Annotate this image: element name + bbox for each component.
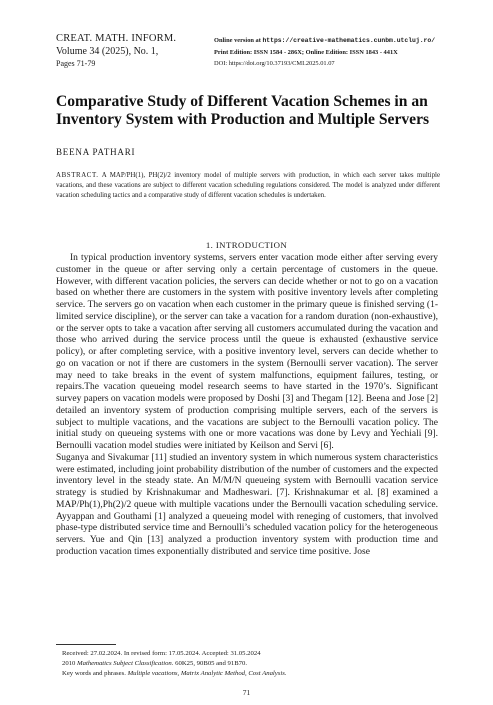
- abstract: [56, 171, 440, 202]
- body-text: [56, 253, 438, 559]
- msc-label: Mathematics Subject Classification.: [77, 660, 174, 667]
- received-dates: Received: 27.02.2024. In revised form: 17.05.2024. Accepted: 31.05.2024: [62, 650, 261, 657]
- footnotes: [62, 649, 442, 679]
- author-name: BEENA PATHARI: [56, 147, 136, 157]
- issn-line: Print Edition: ISSN 1584 - 286X; Online Edition: ISSN 1843 - 441X: [214, 48, 398, 56]
- journal-header-left: [56, 32, 206, 69]
- abstract-label: ABSTRACT.: [56, 172, 99, 179]
- online-url-link[interactable]: https://creative-mathematics.cunbm.utcluj.ro/: [262, 37, 436, 44]
- paragraph-2: Suganya and Sivakumar [11] studied an inventory system in which numerous system characteristics were estimated, including joint probability distribution of the number of customers and the expected inventory level in the steady state. An M/M/N queueing system with Bernoulli vacation service strategy is studied by Krishnakumar and Madheswari. [7]. Krishnakumar et al. [8] examined a MAP/Ph(1),Ph(2)/2 queue with multiple vacations under the Bernoulli vacation scheduling service. Ayyappan and Gouthami [1] analyzed a queueing model with reneging of customers, that involved phase-type distributed service time and Bernoulli’s scheduled vacation policy for the heterogeneous servers. Yue and Qin [13] analyzed a production inventory system with production time and production vacation times exponentially distributed and service time positive. Jose: [56, 452, 438, 557]
- msc-year: 2010: [62, 660, 78, 667]
- page-number: 71: [242, 688, 251, 697]
- abstract-text: A MAP/PH(1), PH(2)/2 inventory model of multiple servers with production, in which each server takes multiple vacations, and these vacations are subject to different vacation scheduling regulations considered. The model is analyzed under different vacation scheduling tactics and a comparative study of different vacation schedules is undertaken.: [56, 172, 441, 200]
- journal-name: CREAT. MATH. INFORM.: [56, 33, 177, 44]
- online-version-line: [214, 35, 474, 47]
- volume-line: Volume 34 (2025), No. 1,: [56, 46, 159, 57]
- paragraph-1: In typical production inventory systems, servers enter vacation mode either after serving every customer in the queue or after serving only a certain percentage of customers in the queue. However, with different vacation policies, the servers can decide whether or not to go on a vacation based on whether there are customers in the system with positive inventory levels after completing service. The servers go on vacation when each customer in the primary queue is finished serving (1-limited service discipline), or the server can take a vacation for a random duration (non-exhaustive), or the server opts to take a vacation after serving all customers accumulated during the vacation and those who arrived during the service process until the queue is exhausted (exhaustive service policy), or after completing service, with a positive inventory level, servers can decide whether to go on vacation or not if there are customers in the system (Bernoulli server vacation). The server may need to take breaks in the event of system malfunctions, equipment failures, testing, or repairs.The vacation queueing model research seems to have started in the 1970’s. Significant survey papers on vacation models were proposed by Doshi [3] and Thegam [12]. Beena and Jose [2] detailed an inventory system of production comprising multiple servers, each of the servers is subject to multiple vacations, and the vacations are subject to the Bernoulli vacation policy. The initial study on queueing systems with one or more vacations was done by Levy and Yechiali [9]. Bernoulli vacation model studies were initiated by Keilson and Servi [6].: [56, 253, 438, 451]
- footnote-rule: [56, 644, 116, 645]
- keywords-text: Multiple vacations, Matrix Analytic Method, Cost Analysis.: [127, 670, 287, 677]
- pages-range: Pages 71-79: [56, 59, 96, 68]
- online-version-label: Online version at: [214, 37, 263, 44]
- section-heading-introduction: 1. INTRODUCTION: [205, 240, 288, 250]
- msc-codes: 60K25, 90B05 and 91B70.: [173, 660, 248, 667]
- paper-title: Comparative Study of Different Vacation Schemes in an Inventory System with Production and Multiple Servers: [56, 93, 430, 128]
- doi-line[interactable]: DOI: https://doi.org/10.37193/CMI.2025.01.07: [214, 60, 335, 67]
- keywords: [62, 669, 442, 679]
- journal-header-right: [214, 35, 474, 70]
- msc-classification: [62, 659, 442, 669]
- keywords-label: Key words and phrases.: [62, 670, 128, 677]
